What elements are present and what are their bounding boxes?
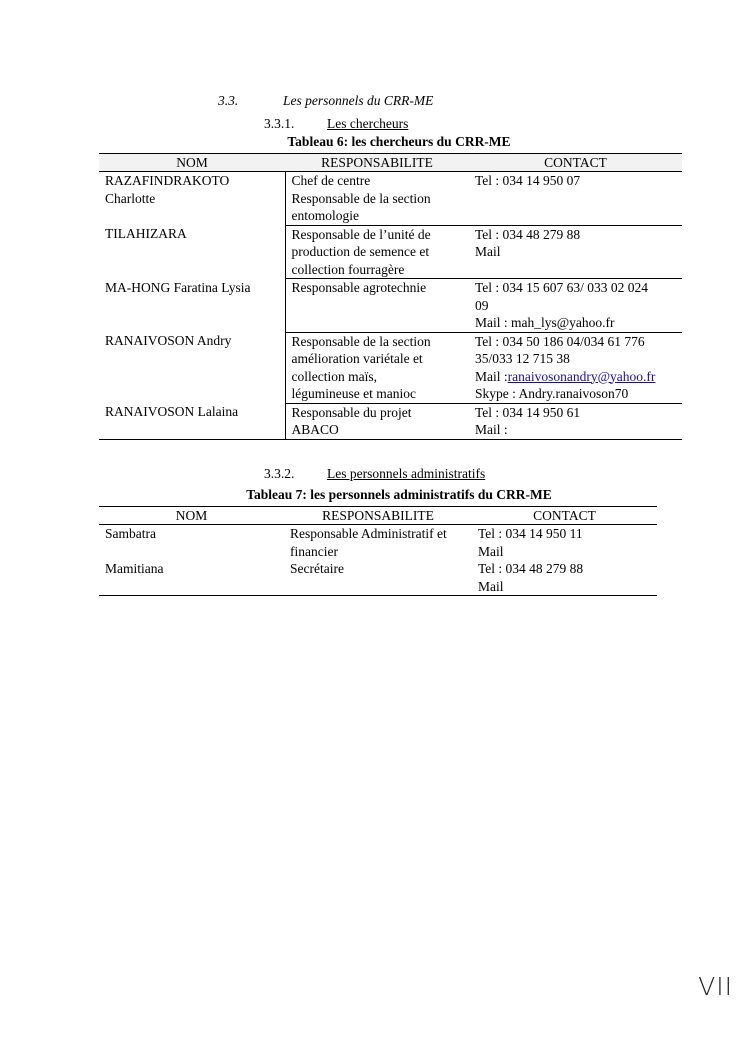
header-contact: CONTACT [472,507,657,525]
header-responsabilite: RESPONSABILITE [285,154,469,172]
cell-nom: TILAHIZARA [105,226,187,241]
subsection-title: Les personnels administratifs [327,466,486,481]
table-row [99,279,682,333]
cell-contact: Tel : 034 50 186 04/034 61 776 35/033 12 715 38 Mail :ranaivosonandry@yahoo.fr Skype : Andry.ranaivoson70 [469,332,682,403]
table-row [99,332,682,403]
table-header-row [99,154,682,172]
table-row [99,403,682,439]
subsection-heading-chercheurs [264,116,408,132]
cell-nom: Mamitiana [105,561,164,576]
cell-nom: Sambatra [105,526,156,541]
cell-contact: Tel : 034 48 279 88 Mail [478,561,584,594]
subsection-number: 3.3.2. [264,466,295,481]
header-contact: CONTACT [469,154,682,172]
table-chercheurs [99,153,682,440]
subsection-number: 3.3.1. [264,116,295,131]
table-row [99,172,682,226]
table-row [99,525,657,561]
mail-prefix: Mail : [475,368,508,384]
table-header-row [99,507,657,525]
cell-contact: Tel : 034 14 950 11 Mail [478,526,583,559]
cell-contact: Tel : 034 15 607 63/ 033 02 024 09 Mail : mah_lys@yahoo.fr [469,279,682,333]
cell-nom: RANAIVOSON Andry [105,333,232,348]
cell-responsabilite: Responsable de l’unité de production de semence et collection fourragère [285,225,469,279]
cell-contact: Tel : 034 14 950 61 Mail : [475,404,581,437]
table-row [99,225,682,279]
page-number: VII [698,972,733,1001]
subsection-title: Les chercheurs [327,116,409,131]
cell-nom: RAZAFINDRAKOTO Charlotte [105,173,230,206]
header-nom: NOM [99,507,284,525]
cell-responsabilite: Responsable Administratif et financier [290,526,447,559]
cell-contact: Tel : 034 14 950 07 [469,172,682,226]
cell-responsabilite: Responsable agrotechnie [285,279,469,333]
email-link[interactable]: ranaivosonandry@yahoo.fr [507,368,656,384]
header-responsabilite: RESPONSABILITE [284,507,472,525]
cell-responsabilite: Secrétaire [290,561,344,576]
cell-nom: RANAIVOSON Lalaina [105,404,239,419]
cell-responsabilite: Responsable de la section amélioration variétale et collection maïs, légumineuse et manioc [285,332,469,403]
section-number: 3.3. [218,93,239,108]
subsection-heading-administratifs [264,466,485,482]
table-row [99,560,657,596]
header-nom: NOM [99,154,285,172]
cell-contact: Tel : 034 48 279 88 Mail [469,225,682,279]
cell-responsabilite: Responsable du projet ABACO [285,403,469,439]
cell-responsabilite: Chef de centre Responsable de la section entomologie [285,172,469,226]
table6-caption: Tableau 6: les chercheurs du CRR-ME [287,134,511,149]
table-administratifs [99,506,657,596]
cell-nom: MA-HONG Faratina Lysia [105,279,251,295]
table7-caption: Tableau 7: les personnels administratifs du CRR-ME [246,487,552,502]
section-title: Les personnels du CRR-ME [283,93,434,108]
section-heading [218,93,433,109]
